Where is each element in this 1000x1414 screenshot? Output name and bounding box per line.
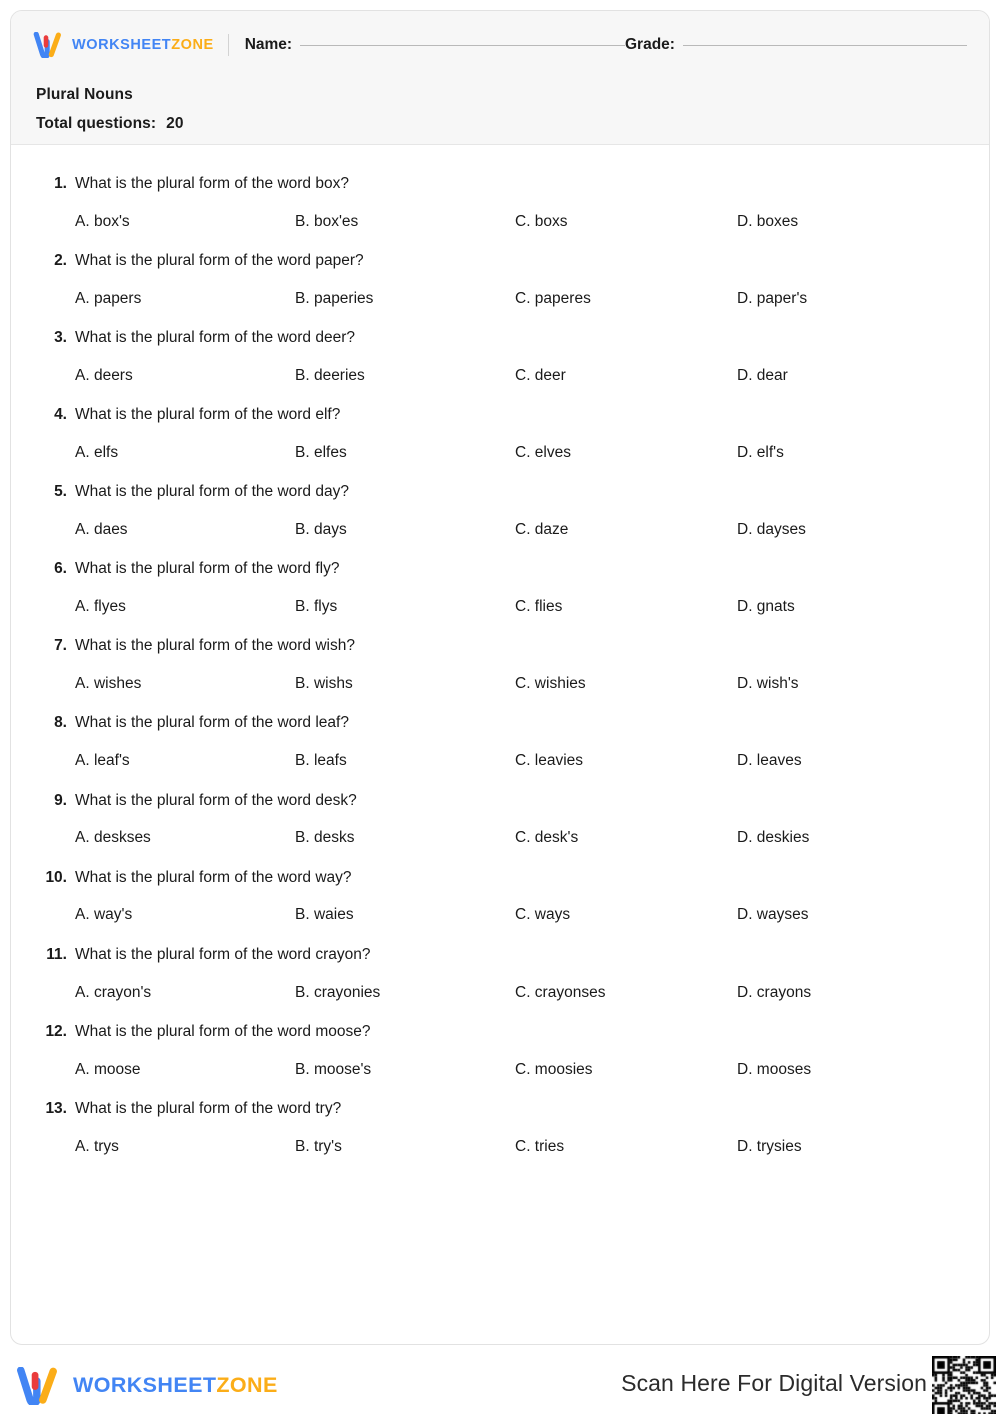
answer-option-b[interactable]: B. elfes bbox=[295, 444, 347, 462]
question-number: 11. bbox=[46, 945, 67, 963]
question-head bbox=[33, 559, 967, 580]
question-head bbox=[33, 791, 967, 812]
grade-input-rule[interactable] bbox=[683, 45, 967, 46]
question-number: 9. bbox=[54, 791, 67, 809]
answer-option-d[interactable]: D. gnats bbox=[737, 598, 795, 616]
answer-option-b[interactable]: B. try's bbox=[295, 1137, 342, 1155]
question-options bbox=[75, 289, 967, 309]
question-text: What is the plural form of the word wish? bbox=[75, 637, 355, 655]
header-top-row bbox=[33, 29, 967, 61]
question-options bbox=[75, 1137, 967, 1157]
questions-list bbox=[11, 145, 989, 1165]
answer-option-c[interactable]: C. boxs bbox=[515, 212, 568, 230]
answer-option-b[interactable]: B. desks bbox=[295, 829, 355, 847]
question-number: 8. bbox=[54, 714, 67, 732]
question-number: 12. bbox=[45, 1022, 67, 1040]
question-options bbox=[75, 674, 967, 694]
question-text: What is the plural form of the word deer? bbox=[75, 329, 355, 347]
question-number: 7. bbox=[54, 637, 67, 655]
question-text: What is the plural form of the word fly? bbox=[75, 560, 340, 578]
answer-option-c[interactable]: C. desk's bbox=[515, 829, 579, 847]
brand-word-accent: ZONE bbox=[171, 36, 214, 53]
question-number: 10. bbox=[45, 868, 67, 886]
question-options bbox=[75, 520, 967, 540]
answer-option-d[interactable]: D. dayses bbox=[737, 521, 806, 539]
answer-option-a[interactable]: A. box's bbox=[75, 212, 130, 230]
question-number: 3. bbox=[54, 329, 67, 347]
brand-wordmark-footer bbox=[73, 1375, 278, 1397]
question-head bbox=[33, 868, 967, 889]
question-item bbox=[33, 471, 967, 548]
answer-option-b[interactable]: B. deeries bbox=[295, 367, 365, 385]
answer-option-d[interactable]: D. crayons bbox=[737, 983, 812, 1001]
question-head bbox=[33, 1099, 967, 1120]
question-text: What is the plural form of the word way? bbox=[75, 868, 352, 886]
answer-option-b[interactable]: B. crayonies bbox=[295, 983, 381, 1001]
answer-option-c[interactable]: C. deer bbox=[515, 367, 566, 385]
question-text: What is the plural form of the word elf? bbox=[75, 406, 341, 424]
question-options bbox=[75, 443, 967, 463]
answer-option-a[interactable]: A. trys bbox=[75, 1137, 119, 1155]
question-text: What is the plural form of the word box? bbox=[75, 175, 349, 192]
question-options bbox=[75, 212, 967, 232]
answer-option-a[interactable]: A. elfs bbox=[75, 444, 119, 462]
question-number: 4. bbox=[54, 406, 67, 424]
answer-option-b[interactable]: B. moose's bbox=[295, 1060, 372, 1078]
question-text: What is the plural form of the word crayon? bbox=[75, 945, 371, 963]
answer-option-a[interactable]: A. wishes bbox=[75, 675, 142, 693]
worksheet-header bbox=[11, 11, 989, 145]
answer-option-b[interactable]: B. waies bbox=[295, 906, 354, 924]
question-number: 13. bbox=[45, 1099, 67, 1117]
question-text: What is the plural form of the word desk? bbox=[75, 791, 357, 809]
question-number: 2. bbox=[54, 252, 67, 270]
answer-option-d[interactable]: D. deskies bbox=[737, 829, 810, 847]
answer-option-c[interactable]: C. elves bbox=[515, 444, 571, 462]
question-number: 6. bbox=[54, 560, 67, 578]
total-questions-count: 20 bbox=[166, 115, 184, 133]
page-footer bbox=[0, 1355, 1000, 1414]
answer-option-c[interactable]: C. ways bbox=[515, 906, 571, 924]
question-number: 5. bbox=[54, 483, 67, 501]
answer-option-b[interactable]: B. paperies bbox=[295, 289, 374, 307]
brand-wordmark-header bbox=[72, 38, 214, 53]
question-text: What is the plural form of the word leaf? bbox=[75, 714, 349, 732]
question-text: What is the plural form of the word paper? bbox=[75, 252, 364, 270]
question-text: What is the plural form of the word day? bbox=[75, 483, 349, 501]
answer-option-a[interactable]: A. deers bbox=[75, 367, 133, 385]
answer-option-d[interactable]: D. wish's bbox=[737, 675, 799, 693]
question-item bbox=[33, 240, 967, 317]
question-options bbox=[75, 751, 967, 771]
question-item bbox=[33, 702, 967, 779]
brand-word-primary: WORKSHEET bbox=[72, 36, 172, 53]
question-head bbox=[33, 482, 967, 503]
question-item bbox=[33, 163, 967, 240]
question-head bbox=[33, 636, 967, 657]
answer-option-d[interactable]: D. paper's bbox=[737, 289, 808, 307]
name-label: Name: bbox=[244, 36, 293, 53]
answer-option-d[interactable]: D. leaves bbox=[737, 752, 802, 770]
question-head bbox=[33, 1022, 967, 1043]
brand-word-primary: WORKSHEET bbox=[73, 1373, 217, 1398]
answer-option-d[interactable]: D. dear bbox=[737, 367, 788, 385]
answer-option-b[interactable]: B. flys bbox=[295, 598, 338, 616]
brand-word-accent: ZONE bbox=[216, 1373, 278, 1398]
grade-field-group bbox=[625, 36, 967, 54]
question-number: 1. bbox=[54, 175, 67, 192]
question-item bbox=[33, 317, 967, 394]
brand-logo-footer bbox=[16, 1367, 278, 1405]
title-block bbox=[33, 83, 967, 135]
question-options bbox=[75, 905, 967, 925]
question-options bbox=[75, 983, 967, 1003]
grade-label: Grade: bbox=[625, 36, 675, 53]
worksheet-title: Plural Nouns bbox=[36, 86, 133, 103]
answer-option-a[interactable]: A. crayon's bbox=[75, 983, 152, 1001]
question-text: What is the plural form of the word moose? bbox=[75, 1022, 371, 1040]
question-item bbox=[33, 934, 967, 1011]
answer-option-b[interactable]: B. box'es bbox=[295, 212, 359, 230]
answer-option-a[interactable]: A. daes bbox=[75, 521, 128, 539]
worksheet-zone-w-logo-icon bbox=[16, 1367, 60, 1405]
worksheet-zone-w-logo-icon bbox=[33, 32, 63, 58]
answer-option-c[interactable]: C. wishies bbox=[515, 675, 586, 693]
question-item bbox=[33, 1088, 967, 1165]
answer-option-a[interactable]: A. flyes bbox=[75, 598, 126, 616]
question-item bbox=[33, 548, 967, 625]
answer-option-a[interactable]: A. deskses bbox=[75, 829, 151, 847]
question-item bbox=[33, 625, 967, 702]
answer-option-c[interactable]: C. paperes bbox=[515, 289, 591, 307]
answer-option-d[interactable]: D. mooses bbox=[737, 1060, 812, 1078]
worksheet-card bbox=[10, 10, 990, 1345]
question-item bbox=[33, 780, 967, 857]
answer-option-d[interactable]: D. trysies bbox=[737, 1137, 802, 1155]
answer-option-d[interactable]: D. elf's bbox=[737, 444, 784, 462]
answer-option-c[interactable]: C. flies bbox=[515, 598, 563, 616]
answer-option-a[interactable]: A. leaf's bbox=[75, 752, 130, 770]
question-item bbox=[33, 394, 967, 471]
question-head bbox=[33, 174, 967, 195]
question-head bbox=[33, 713, 967, 734]
name-field-group bbox=[245, 36, 625, 54]
name-input-rule[interactable] bbox=[300, 45, 625, 46]
question-options bbox=[75, 366, 967, 386]
answer-option-c[interactable]: C. moosies bbox=[515, 1060, 593, 1078]
question-head bbox=[33, 405, 967, 426]
answer-option-c[interactable]: C. daze bbox=[515, 521, 569, 539]
question-options bbox=[75, 1060, 967, 1080]
answer-option-d[interactable]: D. wayses bbox=[737, 906, 809, 924]
question-options bbox=[75, 597, 967, 617]
answer-option-c[interactable]: C. crayonses bbox=[515, 983, 606, 1001]
question-item bbox=[33, 857, 967, 934]
answer-option-a[interactable]: A. way's bbox=[75, 906, 133, 924]
answer-option-a[interactable]: A. moose bbox=[75, 1060, 141, 1078]
total-questions-label: Total questions: bbox=[36, 115, 157, 133]
question-options bbox=[75, 828, 967, 848]
answer-option-a[interactable]: A. papers bbox=[75, 289, 142, 307]
total-questions-line bbox=[36, 113, 967, 135]
answer-option-b[interactable]: B. days bbox=[295, 521, 347, 539]
question-head bbox=[33, 251, 967, 272]
question-text: What is the plural form of the word try? bbox=[75, 1099, 342, 1117]
scan-prompt-text: Scan Here For Digital Version bbox=[621, 1370, 927, 1396]
answer-option-b[interactable]: B. leafs bbox=[295, 752, 347, 770]
question-head bbox=[33, 945, 967, 966]
answer-option-c[interactable]: C. tries bbox=[515, 1137, 565, 1155]
answer-option-b[interactable]: B. wishs bbox=[295, 675, 353, 693]
brand-logo-header bbox=[33, 32, 214, 58]
answer-option-d[interactable]: D. boxes bbox=[737, 212, 799, 230]
question-head bbox=[33, 328, 967, 349]
answer-option-c[interactable]: C. leavies bbox=[515, 752, 584, 770]
qr-code-icon[interactable] bbox=[932, 1356, 996, 1414]
header-divider bbox=[228, 34, 229, 56]
question-item bbox=[33, 1011, 967, 1088]
